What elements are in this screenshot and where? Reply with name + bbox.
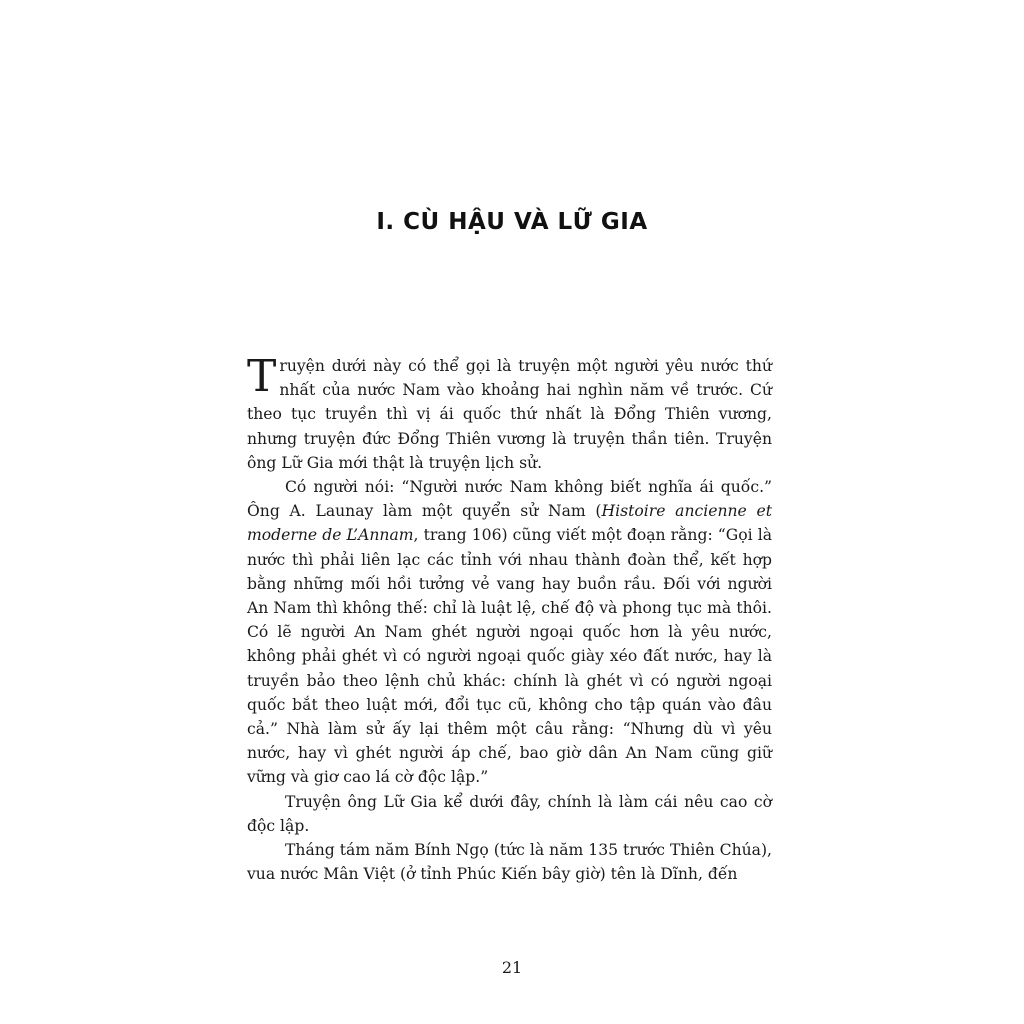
paragraph-1 [247, 351, 772, 475]
paragraph-4: Tháng tám năm Bính Ngọ (tức là năm 135 trước Thiên Chúa), vua nước Mân Việt (ở tỉnh Phúc Kiến bây giờ) tên là Dĩnh, đến [247, 841, 772, 884]
book-title-italic: Histoire ancienne et moderne de L’Annam [247, 502, 772, 545]
chapter-title: I. CÙ HẬU VÀ LỮ GIA [376, 209, 648, 236]
body-text [247, 351, 772, 886]
paragraph-2-text-b: , trang 106) cũng viết một đoạn rằng: “Gọi là nước thì phải liên lạc các tỉnh với nhau thành đoàn thể, kết hợp bằng những mối hồi tưởng vẻ vang hay buồn rầu. Đối với người An Nam thì không thế: chỉ là luật lệ, chế độ và phong tục mà thôi. Có lẽ người An Nam ghét người ngoại quốc hơn là yêu nước, không phải ghét vì có người ngoại quốc giày xéo đất nước, hay là truyền bảo theo lệnh chủ khác: chính là ghét vì có người ngoại quốc bắt theo luật mới, đổi tục cũ, không cho tập quán vào đâu cả.” Nhà làm sử ấy lại thêm một câu rằng: “Nhưng dù vì yêu nước, hay vì ghét người áp chế, bao giờ dân An Nam cũng giữ vững và giơ cao lá cờ độc lập.” [247, 526, 772, 787]
paragraph-2 [247, 475, 772, 790]
page-number: 21 [501, 958, 523, 977]
paragraph-2-text-a: Có người nói: “Người nước Nam không biết nghĩa ái quốc.” Ông A. Launay làm một quyển sử Nam ( [247, 478, 772, 521]
paragraph-3: Truyện ông Lữ Gia kể dưới đây, chính là làm cái nêu cao cờ độc lập. [247, 792, 772, 835]
paragraph-1-text: ruyện dưới này có thể gọi là truyện một người yêu nước thứ nhất của nước Nam vào khoảng hai nghìn năm về trước. Cứ theo tục truyền thì vị ái quốc thứ nhất là Đổng Thiên vương, nhưng truyện đức Đổng Thiên vương là truyện thần tiên. Truyện ông Lữ Gia mới thật là truyện lịch sử. [247, 357, 772, 472]
drop-cap: T [247, 351, 277, 402]
